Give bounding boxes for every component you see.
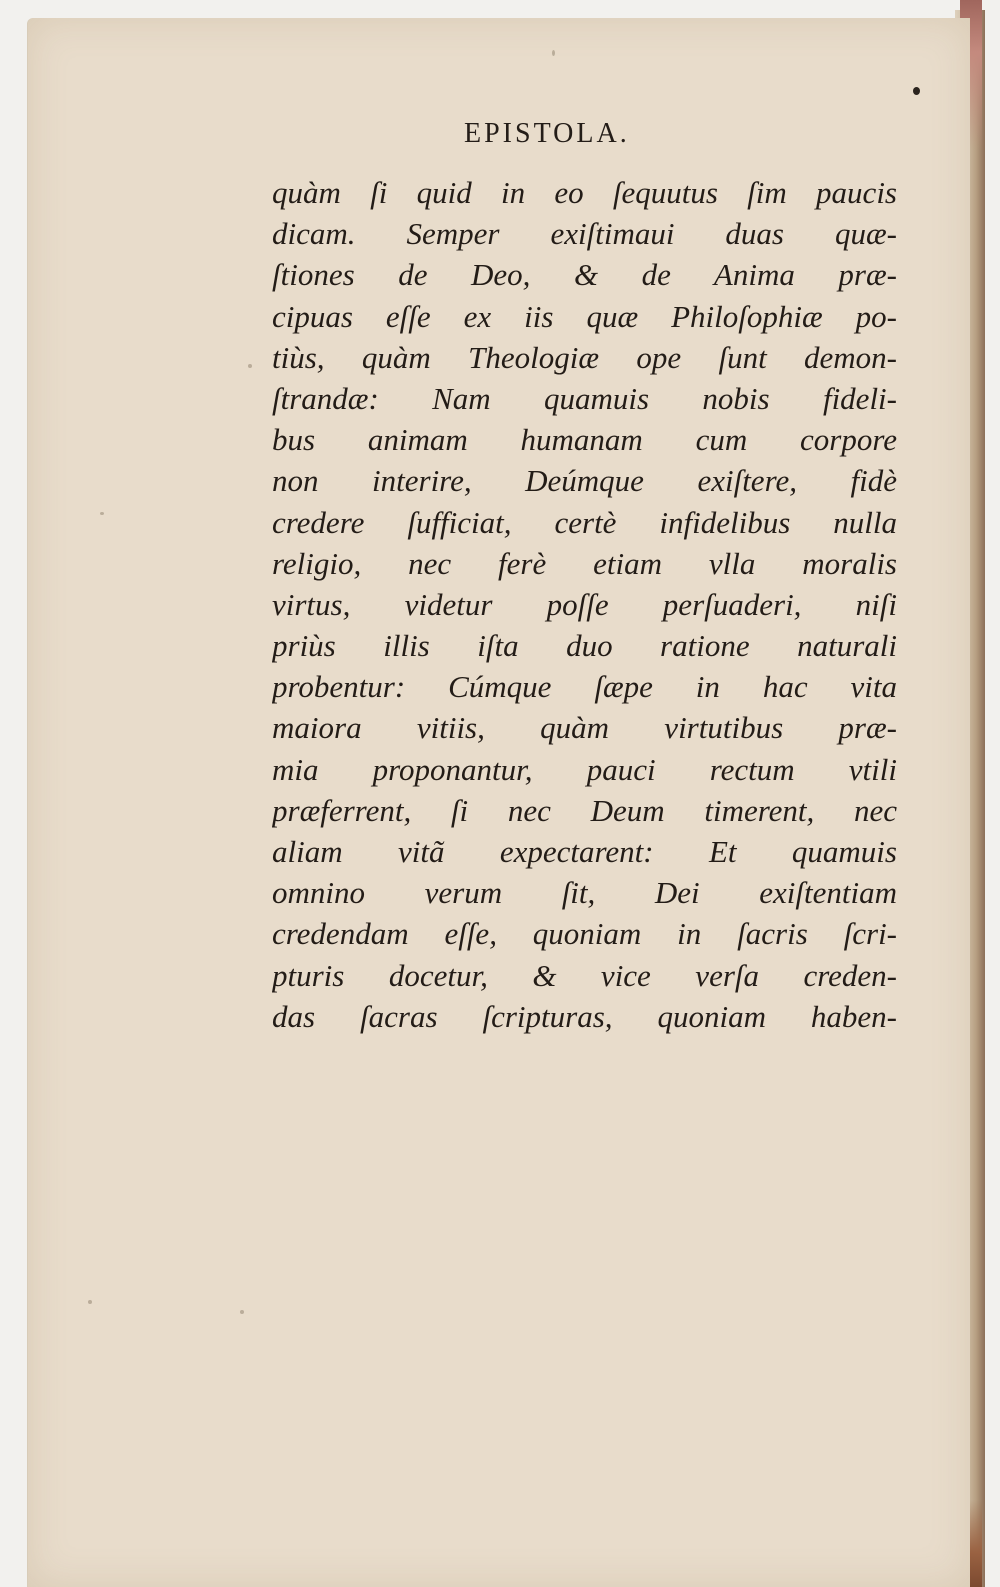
paper-speck <box>88 1300 92 1304</box>
text-line: cipuas eſſe ex iis quæ Philoſophiæ po- <box>272 298 897 334</box>
text-line: dicam. Semper exiſtimaui duas quæ- <box>272 216 897 252</box>
text-line: priùs illis iſta duo ratione naturali <box>272 628 897 664</box>
text-line: bus animam humanam cum corpore <box>272 422 897 458</box>
text-line: aliam vitã expectarent: Et quamuis <box>272 834 897 869</box>
text-line: das ſacras ſcripturas, quoniam haben- <box>272 998 897 1034</box>
text-line: pturis docetur, & vice verſa creden- <box>272 957 897 993</box>
text-line: ſtrandæ: Nam quamuis nobis fideli- <box>272 380 897 416</box>
text-line: probentur: Cúmque ſæpe in hac vita <box>272 669 897 705</box>
text-line: virtus, videtur poſſe perſuaderi, niſi <box>272 586 897 622</box>
text-line: credere ſufficiat, certè infidelibus nulla <box>272 504 897 540</box>
text-line: maiora vitiis, quàm virtutibus præ- <box>272 710 897 746</box>
text-line: omnino verum ſit, Dei exiſtentiam <box>272 875 897 911</box>
text-line: non interire, Deúmque exiſtere, fidè <box>272 463 897 499</box>
text-line: quàm ſi quid in eo ſequutus ſim paucis <box>272 175 897 210</box>
running-head: EPISTOLA. <box>464 118 630 149</box>
text-line: tiùs, quàm Theologiæ ope ſunt demon- <box>272 339 897 375</box>
paper-speck <box>248 364 252 368</box>
text-line: præferrent, ſi nec Deum timerent, nec <box>272 792 897 828</box>
text-line: mia proponantur, pauci rectum vtili <box>272 751 897 787</box>
paper-speck <box>552 50 555 56</box>
paper-speck <box>100 512 104 515</box>
text-line: credendam eſſe, quoniam in ſacris ſcri- <box>272 916 897 952</box>
paper-speck <box>240 1310 244 1314</box>
ink-spot <box>913 87 920 95</box>
text-line: religio, nec ferè etiam vlla moralis <box>272 545 897 581</box>
text-line: ſtiones de Deo, & de Anima præ- <box>272 257 897 293</box>
body-text <box>272 172 897 1037</box>
